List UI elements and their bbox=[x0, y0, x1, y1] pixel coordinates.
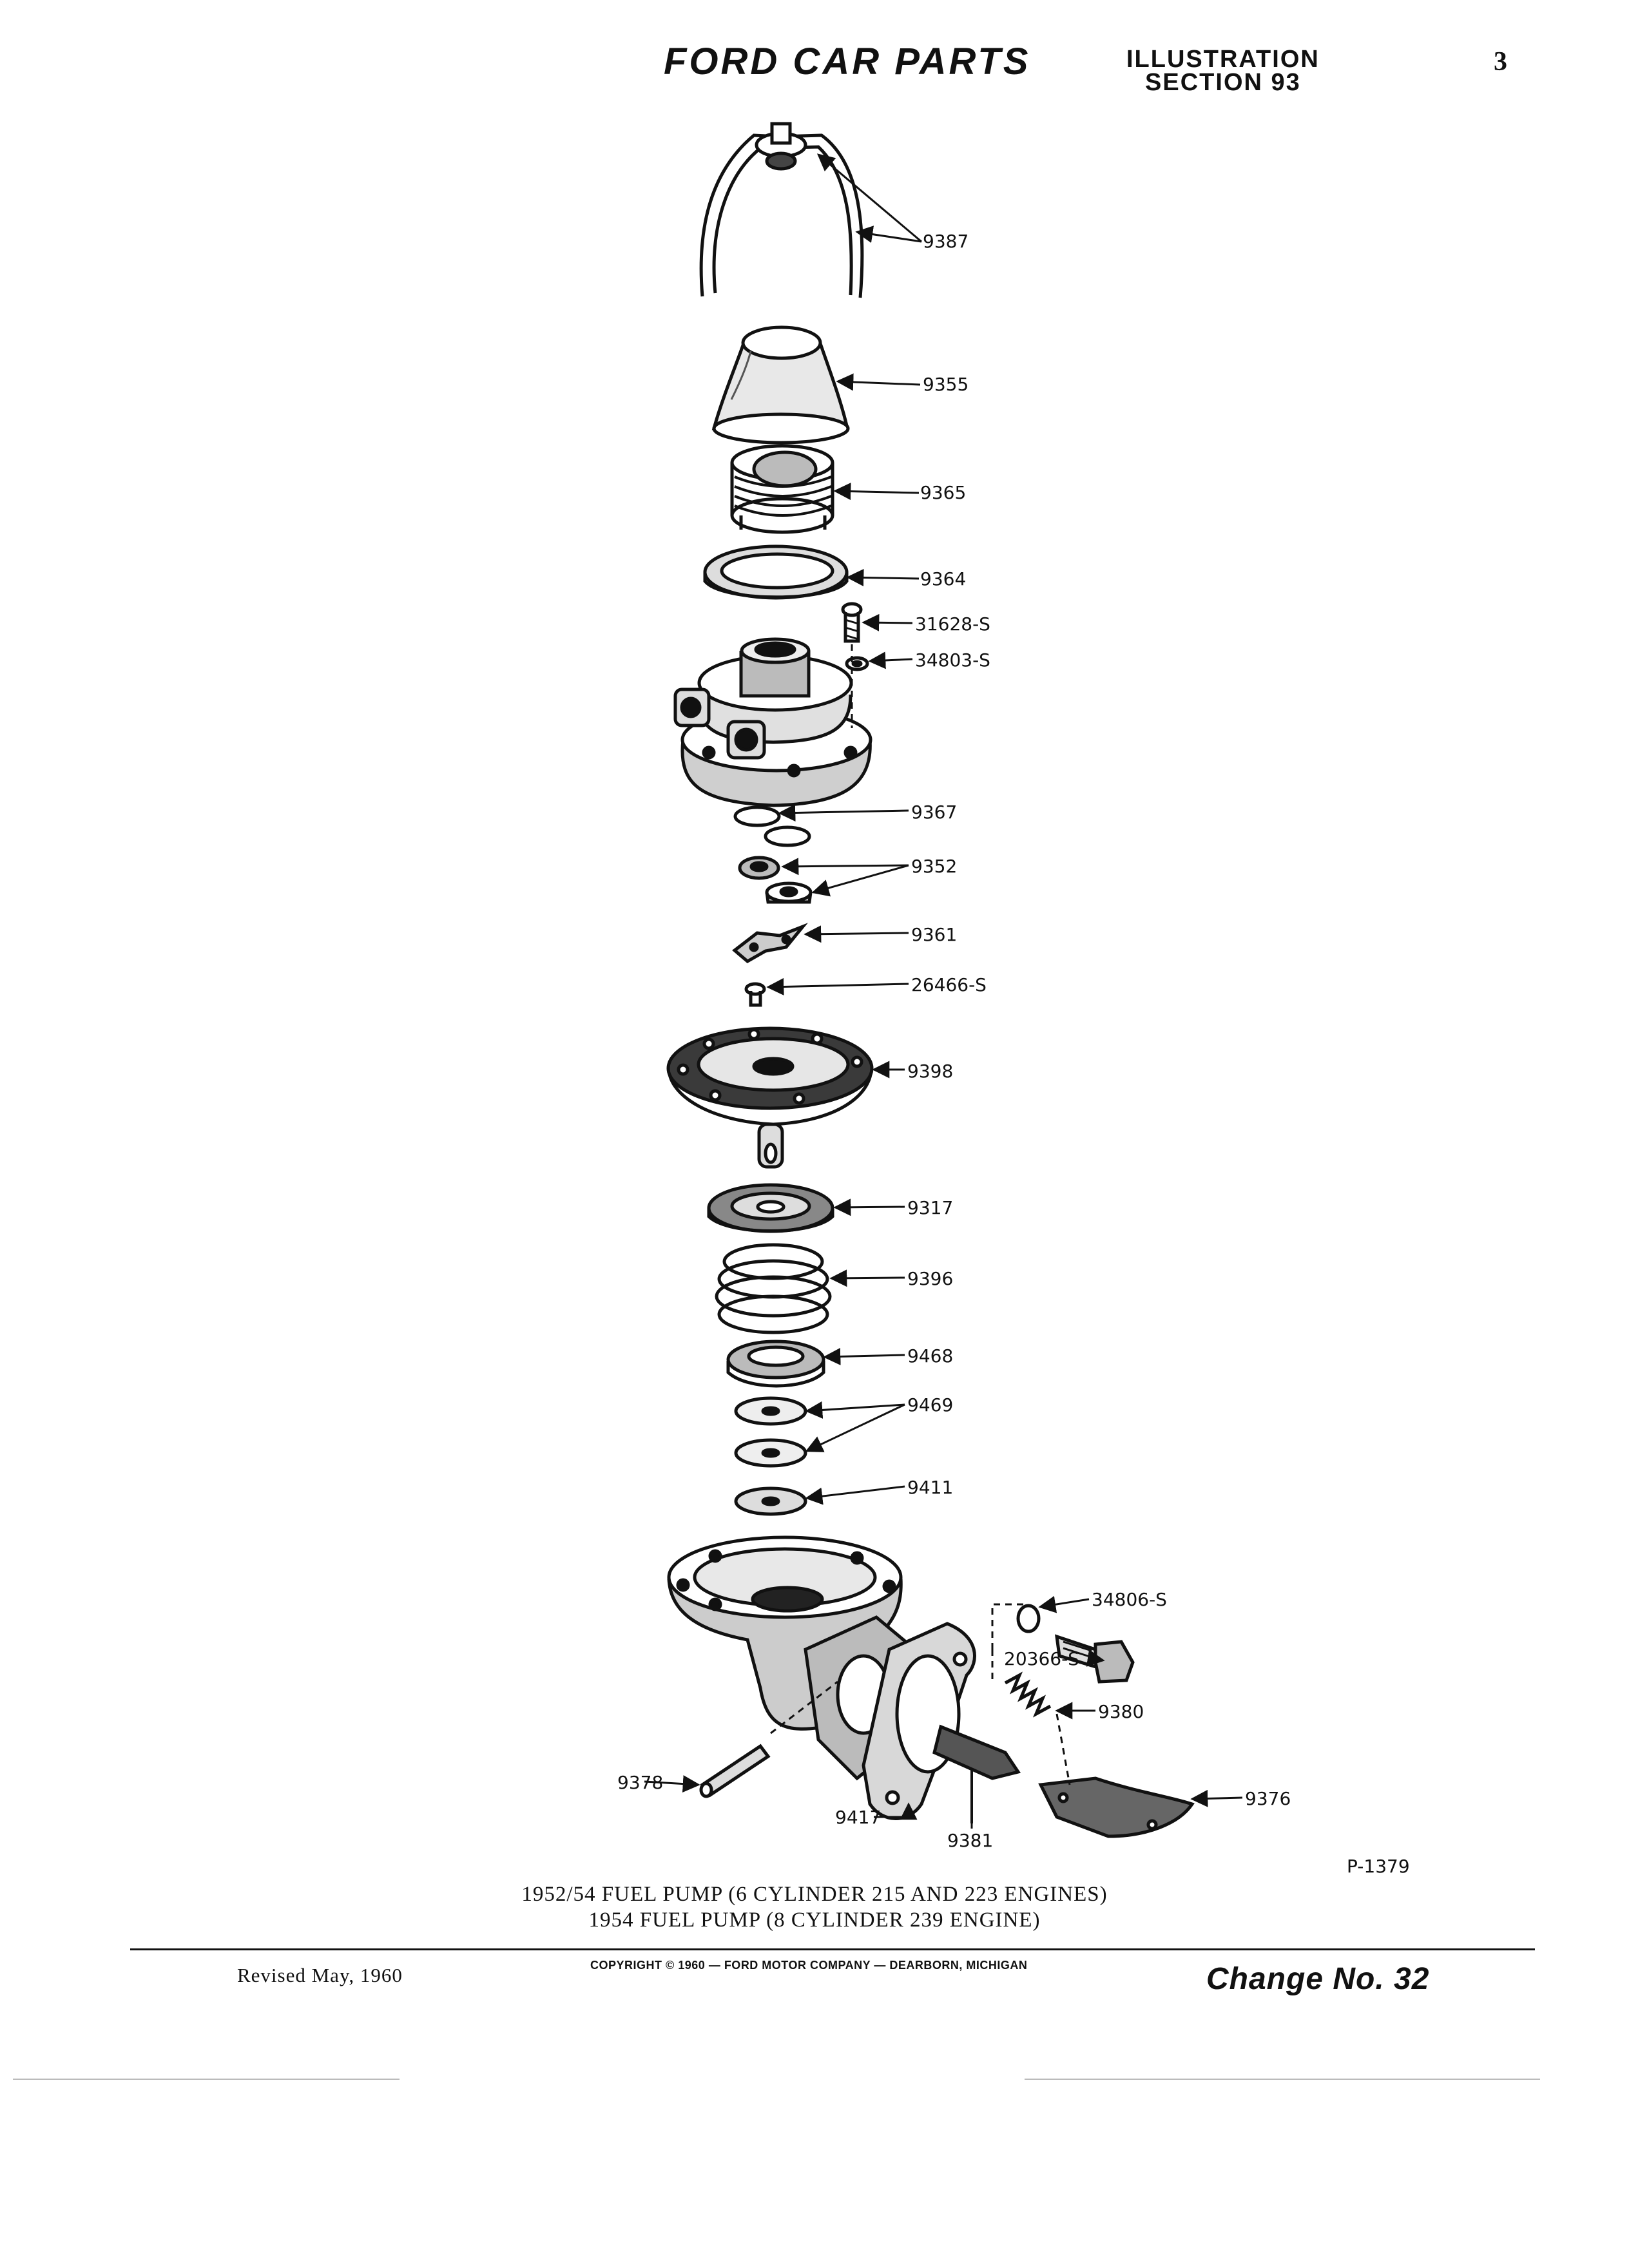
page-number: 3 bbox=[1494, 47, 1507, 77]
part-9468-seal-drawing bbox=[728, 1341, 824, 1386]
part-9378-pin-drawing bbox=[701, 1746, 768, 1796]
part-9387-bail-drawing bbox=[701, 124, 862, 298]
scan-artifact-left bbox=[13, 2079, 400, 2080]
callout-9365: 9365 bbox=[920, 482, 967, 503]
callout-31628s: 31628-S bbox=[915, 613, 990, 635]
change-number: Change No. 32 bbox=[1206, 1962, 1430, 1996]
callout-34806s: 34806-S bbox=[1092, 1589, 1167, 1610]
part-34803s-washer-drawing bbox=[847, 658, 867, 669]
callout-9364: 9364 bbox=[920, 568, 967, 590]
callout-9387: 9387 bbox=[923, 231, 969, 252]
figure-number: P-1379 bbox=[1347, 1856, 1410, 1877]
callout-9396: 9396 bbox=[907, 1268, 954, 1289]
catalog-title: FORD CAR PARTS bbox=[664, 41, 1031, 82]
callout-9352: 9352 bbox=[911, 856, 958, 877]
callout-26466s: 26466-S bbox=[911, 974, 987, 995]
pump-cover-body-drawing bbox=[675, 639, 871, 805]
section-label-line1: ILLUSTRATION bbox=[1126, 46, 1320, 73]
part-31628s-screw-drawing bbox=[843, 604, 861, 641]
callout-9317: 9317 bbox=[907, 1197, 954, 1218]
callout-9355: 9355 bbox=[923, 374, 969, 395]
footer-rule bbox=[130, 1948, 1535, 1950]
callout-9469: 9469 bbox=[907, 1394, 954, 1416]
callout-9417: 9417 bbox=[835, 1807, 882, 1828]
part-9317-protector-drawing bbox=[709, 1185, 833, 1231]
part-9380-spring-drawing bbox=[1005, 1675, 1050, 1714]
callout-9380: 9380 bbox=[1098, 1701, 1144, 1722]
section-label-line2: SECTION 93 bbox=[1145, 69, 1301, 96]
callout-9367: 9367 bbox=[911, 802, 958, 823]
part-9398-diaphragm-drawing bbox=[668, 1028, 872, 1167]
callout-9376: 9376 bbox=[1245, 1788, 1291, 1809]
part-26466s-screw-drawing bbox=[746, 984, 764, 1005]
callout-9468: 9468 bbox=[907, 1345, 954, 1367]
callout-9381: 9381 bbox=[947, 1830, 994, 1851]
callout-9398: 9398 bbox=[907, 1061, 954, 1082]
part-9411-washer-drawing bbox=[736, 1488, 805, 1514]
callout-9361: 9361 bbox=[911, 924, 958, 945]
part-9352-valves-drawing bbox=[740, 858, 811, 902]
revised-date: Revised May, 1960 bbox=[237, 1964, 403, 1986]
callout-34803s: 34803-S bbox=[915, 649, 990, 671]
part-9364-gasket-drawing bbox=[705, 546, 847, 598]
part-9355-bowl-drawing bbox=[714, 327, 848, 443]
part-34806s-lockwasher-drawing bbox=[1018, 1606, 1039, 1631]
part-9361-retainer-drawing bbox=[735, 927, 803, 961]
part-9469-washers-drawing bbox=[736, 1398, 805, 1466]
copyright-notice: COPYRIGHT © 1960 — FORD MOTOR COMPANY — DEARBORN, MICHIGAN bbox=[590, 1959, 1028, 1972]
part-9381-link-drawing bbox=[934, 1727, 1018, 1823]
callout-20366s: 20366-S bbox=[1004, 1648, 1079, 1669]
caption-line1: 1952/54 FUEL PUMP (6 CYLINDER 215 AND 223 ENGINES) bbox=[521, 1883, 1108, 1906]
callout-9411: 9411 bbox=[907, 1477, 954, 1498]
caption-line2: 1954 FUEL PUMP (8 CYLINDER 239 ENGINE) bbox=[588, 1908, 1041, 1932]
scan-artifact-right bbox=[1025, 2079, 1540, 2080]
part-9365-filter-drawing bbox=[732, 446, 833, 532]
part-9376-rocker-arm-drawing bbox=[1041, 1778, 1192, 1836]
callout-9378: 9378 bbox=[617, 1772, 664, 1793]
part-9396-spring-drawing bbox=[717, 1245, 830, 1332]
